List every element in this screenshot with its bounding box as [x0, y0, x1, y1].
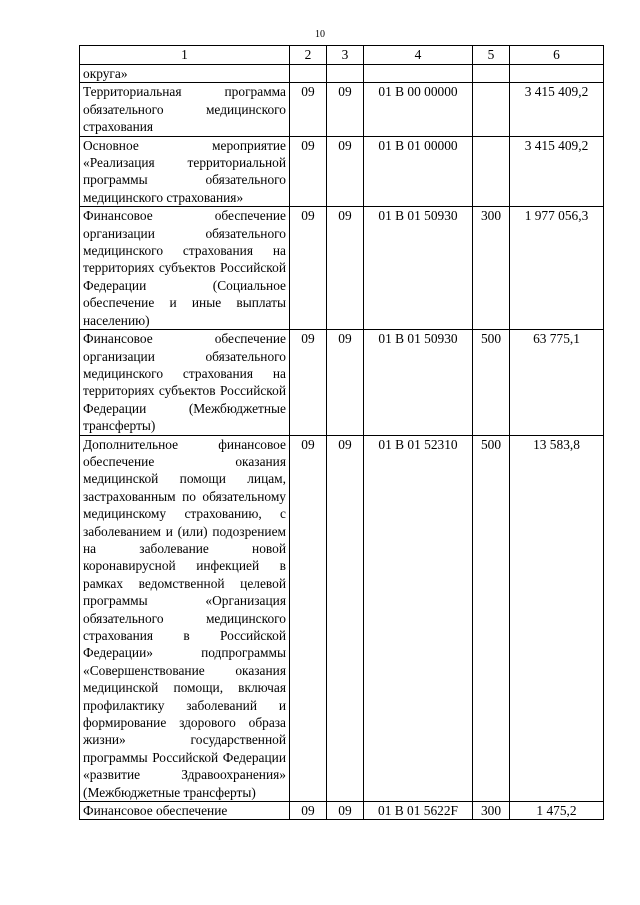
budget-table — [79, 45, 604, 820]
item-name: Финансовое обеспечение — [80, 802, 290, 820]
table-row — [80, 435, 604, 802]
table-row — [80, 330, 604, 435]
section-code: 09 — [290, 207, 327, 330]
expense-type-code: 300 — [473, 207, 510, 330]
subsection-code: 09 — [327, 136, 364, 207]
target-article-code — [364, 65, 473, 83]
table-row — [80, 802, 604, 820]
subsection-code — [327, 65, 364, 83]
amount: 3 415 409,2 — [510, 136, 604, 207]
expense-type-code — [473, 83, 510, 136]
item-name: Основное мероприятие «Реализация территориальной программы обязательного медицинского страхования» — [80, 136, 290, 207]
column-header: 6 — [510, 46, 604, 65]
subsection-code: 09 — [327, 207, 364, 330]
section-code — [290, 65, 327, 83]
subsection-code: 09 — [327, 83, 364, 136]
section-code: 09 — [290, 136, 327, 207]
table-row — [80, 65, 604, 83]
target-article-code: 01 В 00 00000 — [364, 83, 473, 136]
amount: 13 583,8 — [510, 435, 604, 802]
amount: 1 475,2 — [510, 802, 604, 820]
item-name: Дополнительное финансовое обеспечение оказания медицинской помощи лицам, застрахованным по обязательному медицинскому страхованию, с заболеванием и (или) подозрением на заболевание новой коронавирусной инфекцией в рамках ведомственной целевой программы «Организация обязательного медицинского страхования в Российской Федерации» подпрограммы «Совершенствование оказания медицинской помощи, включая профилактику заболеваний и формирование здорового образа жизни» государственной программы Российской Федерации «развитие Здравоохранения» (Межбюджетные трансферты) — [80, 435, 290, 802]
item-name: Территориальная программа обязательного медицинского страхования — [80, 83, 290, 136]
table-header-row — [80, 46, 604, 65]
amount: 3 415 409,2 — [510, 83, 604, 136]
table-row — [80, 207, 604, 330]
subsection-code: 09 — [327, 802, 364, 820]
table-row — [80, 83, 604, 136]
amount — [510, 65, 604, 83]
expense-type-code: 300 — [473, 802, 510, 820]
subsection-code: 09 — [327, 435, 364, 802]
expense-type-code: 500 — [473, 330, 510, 435]
section-code: 09 — [290, 435, 327, 802]
target-article-code: 01 В 01 50930 — [364, 207, 473, 330]
target-article-code: 01 В 01 50930 — [364, 330, 473, 435]
column-header: 4 — [364, 46, 473, 65]
section-code: 09 — [290, 83, 327, 136]
amount: 1 977 056,3 — [510, 207, 604, 330]
target-article-code: 01 В 01 52310 — [364, 435, 473, 802]
item-name: округа» — [80, 65, 290, 83]
column-header: 1 — [80, 46, 290, 65]
expense-type-code — [473, 136, 510, 207]
table-row — [80, 136, 604, 207]
item-name: Финансовое обеспечение организации обязательного медицинского страхования на территориях субъектов Российской Федерации (Социальное обеспечение и иные выплаты населению) — [80, 207, 290, 330]
section-code: 09 — [290, 330, 327, 435]
column-header: 5 — [473, 46, 510, 65]
target-article-code: 01 В 01 5622F — [364, 802, 473, 820]
item-name: Финансовое обеспечение организации обязательного медицинского страхования на территориях субъектов Российской Федерации (Межбюджетные трансферты) — [80, 330, 290, 435]
expense-type-code — [473, 65, 510, 83]
expense-type-code: 500 — [473, 435, 510, 802]
target-article-code: 01 В 01 00000 — [364, 136, 473, 207]
page-number: 10 — [315, 29, 325, 40]
column-header: 2 — [290, 46, 327, 65]
subsection-code: 09 — [327, 330, 364, 435]
amount: 63 775,1 — [510, 330, 604, 435]
column-header: 3 — [327, 46, 364, 65]
section-code: 09 — [290, 802, 327, 820]
